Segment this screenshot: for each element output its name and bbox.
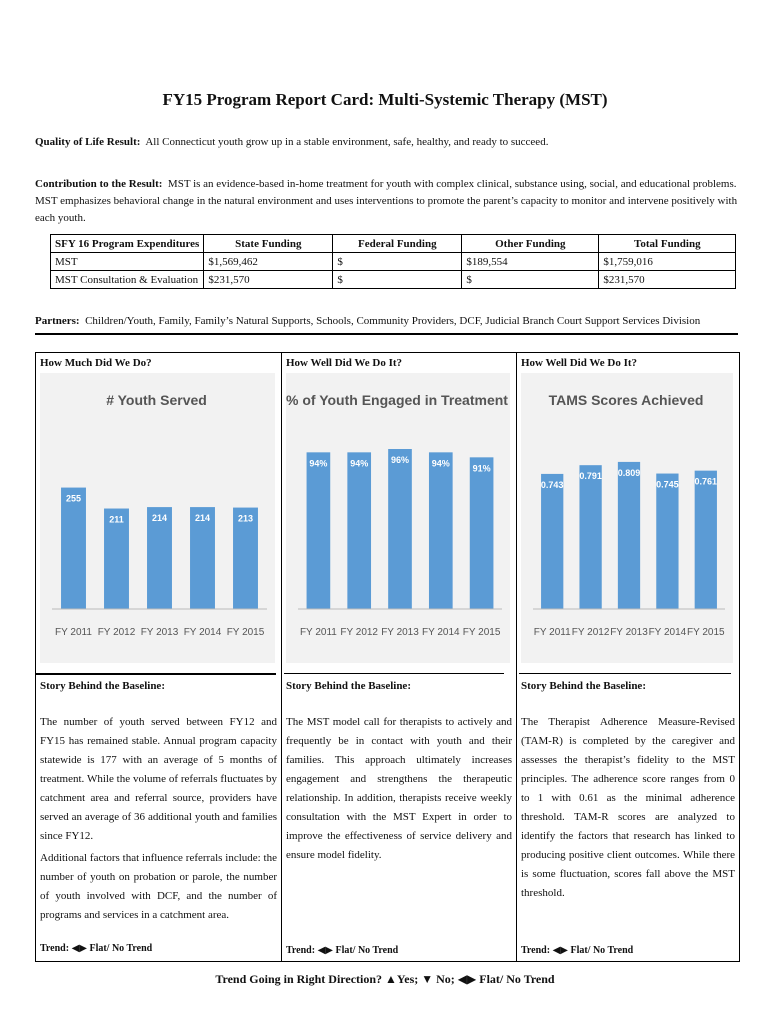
trend-indicator: Trend: ◀▶ Flat/ No Trend [521, 945, 634, 956]
chart-title: # Youth Served [106, 392, 207, 408]
funding-header: SFY 16 Program Expenditures [51, 235, 204, 253]
funding-header: Other Funding [462, 235, 599, 253]
chart-bar [61, 488, 86, 609]
x-tick-label: FY 2011 [533, 627, 571, 638]
x-tick-label: FY 2014 [183, 627, 222, 638]
chart-bar [618, 462, 640, 609]
x-tick-label: FY 2015 [226, 627, 265, 638]
quality-label: Quality of Life Result: [35, 136, 141, 148]
chart-bar [429, 452, 453, 609]
funding-header: State Funding [204, 235, 333, 253]
table-cell: $ [333, 271, 462, 289]
table-cell: $ [333, 253, 462, 271]
trend-indicator: Trend: ◀▶ Flat/ No Trend [40, 943, 153, 954]
chart-title: % of Youth Engaged in Treatment [286, 392, 508, 408]
data-label: 214 [151, 513, 168, 524]
x-tick-label: FY 2013 [381, 627, 419, 638]
table-cell: MST [51, 253, 204, 271]
x-tick-label: FY 2013 [610, 627, 648, 638]
trend-indicator: Trend: ◀▶ Flat/ No Trend [286, 945, 399, 956]
data-label: 0.745 [656, 479, 679, 490]
page-title: FY15 Program Report Card: Multi-Systemic Therapy (MST) [162, 90, 608, 109]
tams-chart [517, 373, 739, 673]
partners-text: Children/Youth, Family, Family’s Natural Supports, Schools, Community Providers, DCF, Judicial Branch Court Support Services Division [85, 315, 701, 327]
trend-legend: Trend Going in Right Direction? ▲Yes; ▼ No; ◀▶ Flat/ No Trend [215, 972, 555, 986]
funding-header: Federal Funding [333, 235, 462, 253]
partners [35, 313, 740, 330]
divider [36, 673, 276, 675]
data-label: 214 [194, 513, 211, 524]
panel-heading: How Well Did We Do It? [521, 357, 638, 369]
engagement-chart [282, 373, 516, 673]
table-cell: $1,569,462 [204, 253, 333, 271]
data-label: 94% [431, 458, 450, 469]
chart-bar [347, 452, 371, 609]
data-label: 0.761 [694, 476, 718, 487]
x-tick-label: FY 2011 [55, 627, 92, 638]
chart-title: TAMS Scores Achieved [548, 392, 704, 408]
data-label: 211 [109, 514, 124, 525]
contribution-to-result [35, 176, 740, 227]
story-text: The Therapist Adherence Measure-Revised (TAM-R) is completed by the caregiver and assesses the therapist’s fidelity to the MST principles. The adherence score ranges from 0 to 1 with 0.61 as the minimal adherence threshold. TAM-R scores are analyzed to identify the factors that research has linked to producing positive client outcomes. While there is some fluctuation, scores fall above the MST threshold. [521, 716, 735, 899]
x-tick-label: FY 2012 [571, 627, 610, 638]
contribution-label: Contribution to the Result: [35, 178, 163, 190]
data-label: 213 [237, 513, 254, 524]
x-tick-label: FY 2015 [686, 627, 725, 638]
story-heading: Story Behind the Baseline: [286, 680, 411, 692]
x-tick-label: FY 2012 [97, 627, 136, 638]
data-label: 255 [65, 493, 82, 504]
story-text: Additional factors that influence referrals include: the number of youth on probation or parole, the number of youth involved with DCF, and the number of programs and services in a catchment area. [40, 852, 277, 921]
chart-bar [695, 471, 717, 609]
x-tick-label: FY 2012 [340, 627, 379, 638]
contribution-text: MST is an evidence-based in-home treatment for youth with complex clinical, substance using, social, and educational problems. MST emphasizes behavioral change in the natural environment and uses interventions to promote the parent’s capacity to monitor and intervene positively with each youth. [35, 178, 738, 224]
table-cell: $ [462, 271, 599, 289]
panel-how-much [35, 352, 282, 962]
story-heading: Story Behind the Baseline: [40, 680, 165, 692]
story-heading: Story Behind the Baseline: [521, 680, 646, 692]
story-text: The number of youth served between FY12 and FY15 has remained stable. Annual program capacity statewide is 177 with an average of 5 months of treatment. While the volume of referrals fluctuates by catchment area and referral source, providers have served an average of 36 additional youth and families since FY12. [40, 716, 277, 842]
funding-header-row [51, 235, 736, 253]
x-tick-label: FY 2014 [421, 627, 460, 638]
data-label: 0.791 [579, 471, 602, 482]
data-label: 94% [309, 458, 328, 469]
chart-bar [579, 465, 601, 609]
table-row [51, 253, 736, 271]
data-label: 94% [350, 458, 369, 469]
panel-how-well-tams [516, 352, 740, 962]
story-text: The MST model call for therapists to actively and frequently be in contact with youth and their families. This approach ultimately increases engagement and strengthens the therapeutic relationship. In addition, therapists receive weekly consultation with the MST Expert in order to improve the effectiveness of service delivery and ensure model fidelity. [286, 716, 512, 861]
youth-served-chart [36, 373, 281, 673]
data-label: 0.743 [540, 479, 564, 490]
chart-bar [541, 474, 563, 609]
panel-heading: How Well Did We Do It? [286, 357, 403, 369]
x-tick-label: FY 2015 [462, 627, 501, 638]
chart-bar [470, 457, 494, 609]
chart-bar [656, 474, 678, 609]
table-cell: $189,554 [462, 253, 599, 271]
data-label: 96% [390, 455, 410, 465]
chart-bar [307, 452, 331, 609]
x-tick-label: FY 2014 [648, 627, 687, 638]
chart-bar [388, 449, 412, 609]
panel-heading: How Much Did We Do? [40, 357, 152, 369]
divider [284, 673, 504, 674]
table-cell: $231,570 [204, 271, 333, 289]
divider [35, 333, 738, 335]
quality-text: All Connecticut youth grow up in a stable environment, safe, healthy, and ready to succeed. [145, 136, 549, 148]
table-cell: MST Consultation & Evaluation [51, 271, 204, 289]
data-label: 0.809 [617, 467, 641, 478]
partners-label: Partners: [35, 315, 80, 327]
table-cell: $1,759,016 [599, 253, 736, 271]
funding-table [50, 234, 736, 289]
quality-of-life-result [35, 134, 740, 151]
table-cell: $231,570 [599, 271, 736, 289]
x-tick-label: FY 2013 [140, 627, 179, 638]
divider [519, 673, 731, 674]
panel-how-well-engaged [281, 352, 517, 962]
funding-header: Total Funding [599, 235, 736, 253]
x-tick-label: FY 2011 [299, 627, 337, 638]
data-label: 91% [472, 463, 491, 474]
table-row [51, 271, 736, 289]
